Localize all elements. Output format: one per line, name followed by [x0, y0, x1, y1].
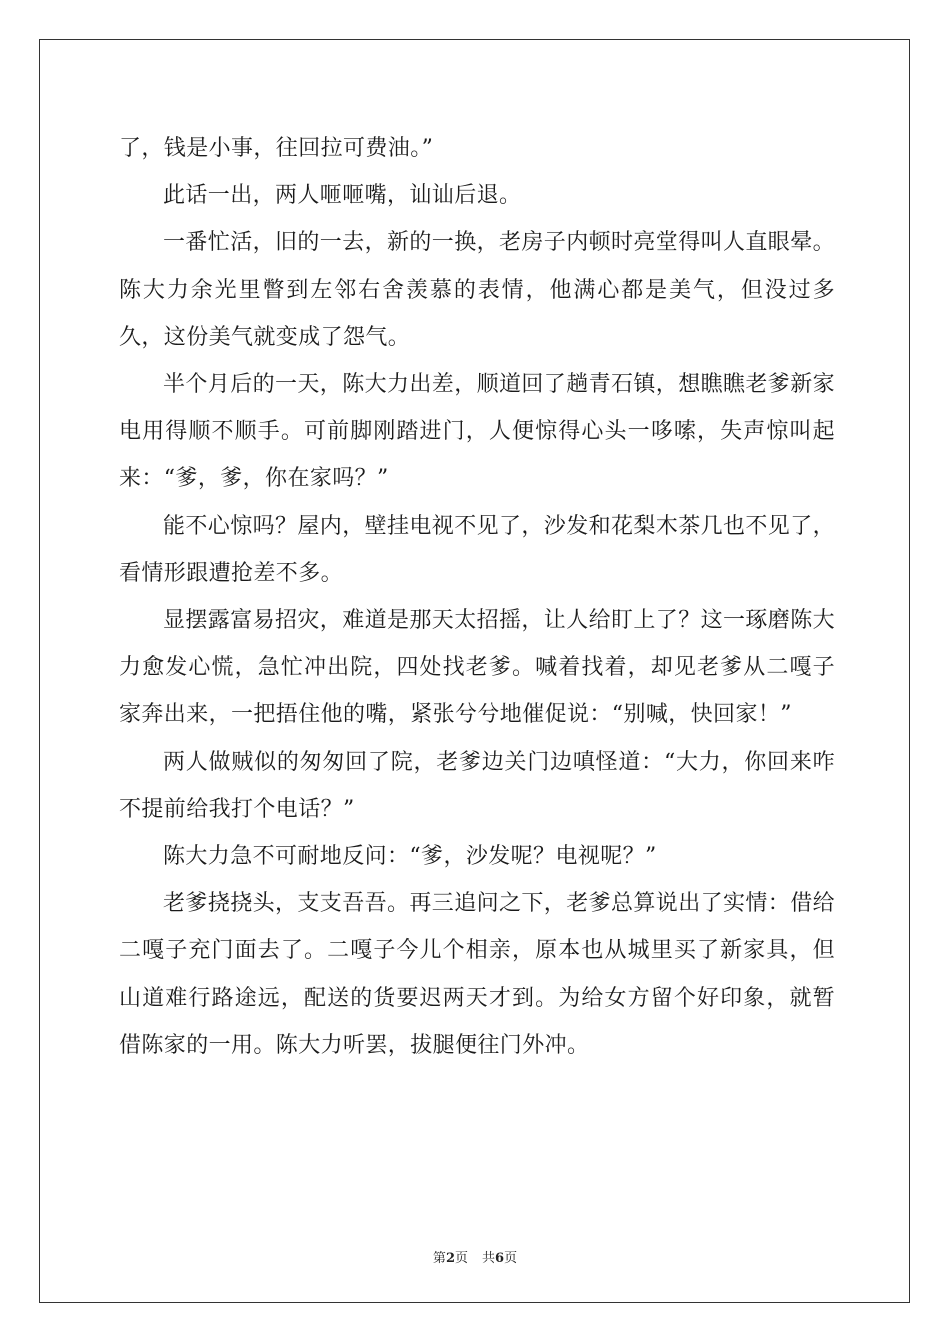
paragraph-8: 陈大力急不可耐地反问：“爹，沙发呢？电视呢？”	[163, 844, 657, 870]
paragraph-6: 显摆露富易招灾，难道是那天太招摇，让人给盯上了？这一琢磨陈大力愈发心慌，急忙冲出院，四处找老爹。喊着找着，却见老爹从二嘎子家奔出来，一把捂住他的嘴，紧张兮兮地催促说：“别喊，快回家！”	[119, 608, 836, 728]
total-pages: 6	[495, 1251, 505, 1266]
page-unit: 页	[454, 1251, 468, 1266]
total-prefix: 共	[482, 1251, 496, 1266]
page-number: 2	[445, 1251, 455, 1266]
paragraph-5: 能不心惊吗？屋内，壁挂电视不见了，沙发和花梨木茶几也不见了，看情形跟遭抢差不多。	[119, 513, 836, 586]
paragraph-7: 两人做贼似的匆匆回了院，老爹边关门边嗔怪道：“大力，你回来咋不提前给我打个电话？”	[119, 749, 835, 822]
paragraph-1: 了，钱是小事，往回拉可费油。”	[119, 136, 434, 161]
paragraph-3: 一番忙活，旧的一去，新的一换，老房子内顿时亮堂得叫人直眼晕。陈大力余光里瞥到左邻右舍羡慕的表情，他满心都是美气，但没过多久，这份美气就变成了怨气。	[119, 230, 836, 350]
page-footer	[0, 1247, 950, 1266]
page-prefix: 第	[432, 1251, 446, 1266]
paragraph-9: 老爹挠挠头，支支吾吾。再三追问之下，老爹总算说出了实情：借给二嘎子充门面去了。二嘎子今儿个相亲，原本也从城里买了新家具，但山道难行路途远，配送的货要迟两天才到。为给女方留个好印象，就暂借陈家的一用。陈大力听罢，拔腿便往门外冲。	[119, 891, 836, 1058]
total-unit: 页	[504, 1251, 518, 1266]
document-body	[119, 125, 835, 1069]
paragraph-4: 半个月后的一天，陈大力出差，顺道回了趟青石镇，想瞧瞧老爹新家电用得顺不顺手。可前脚刚踏进门，人便惊得心头一哆嗦，失声惊叫起来：“爹，爹，你在家吗？”	[119, 372, 836, 492]
paragraph-2: 此话一出，两人咂咂嘴，讪讪后退。	[163, 183, 522, 209]
